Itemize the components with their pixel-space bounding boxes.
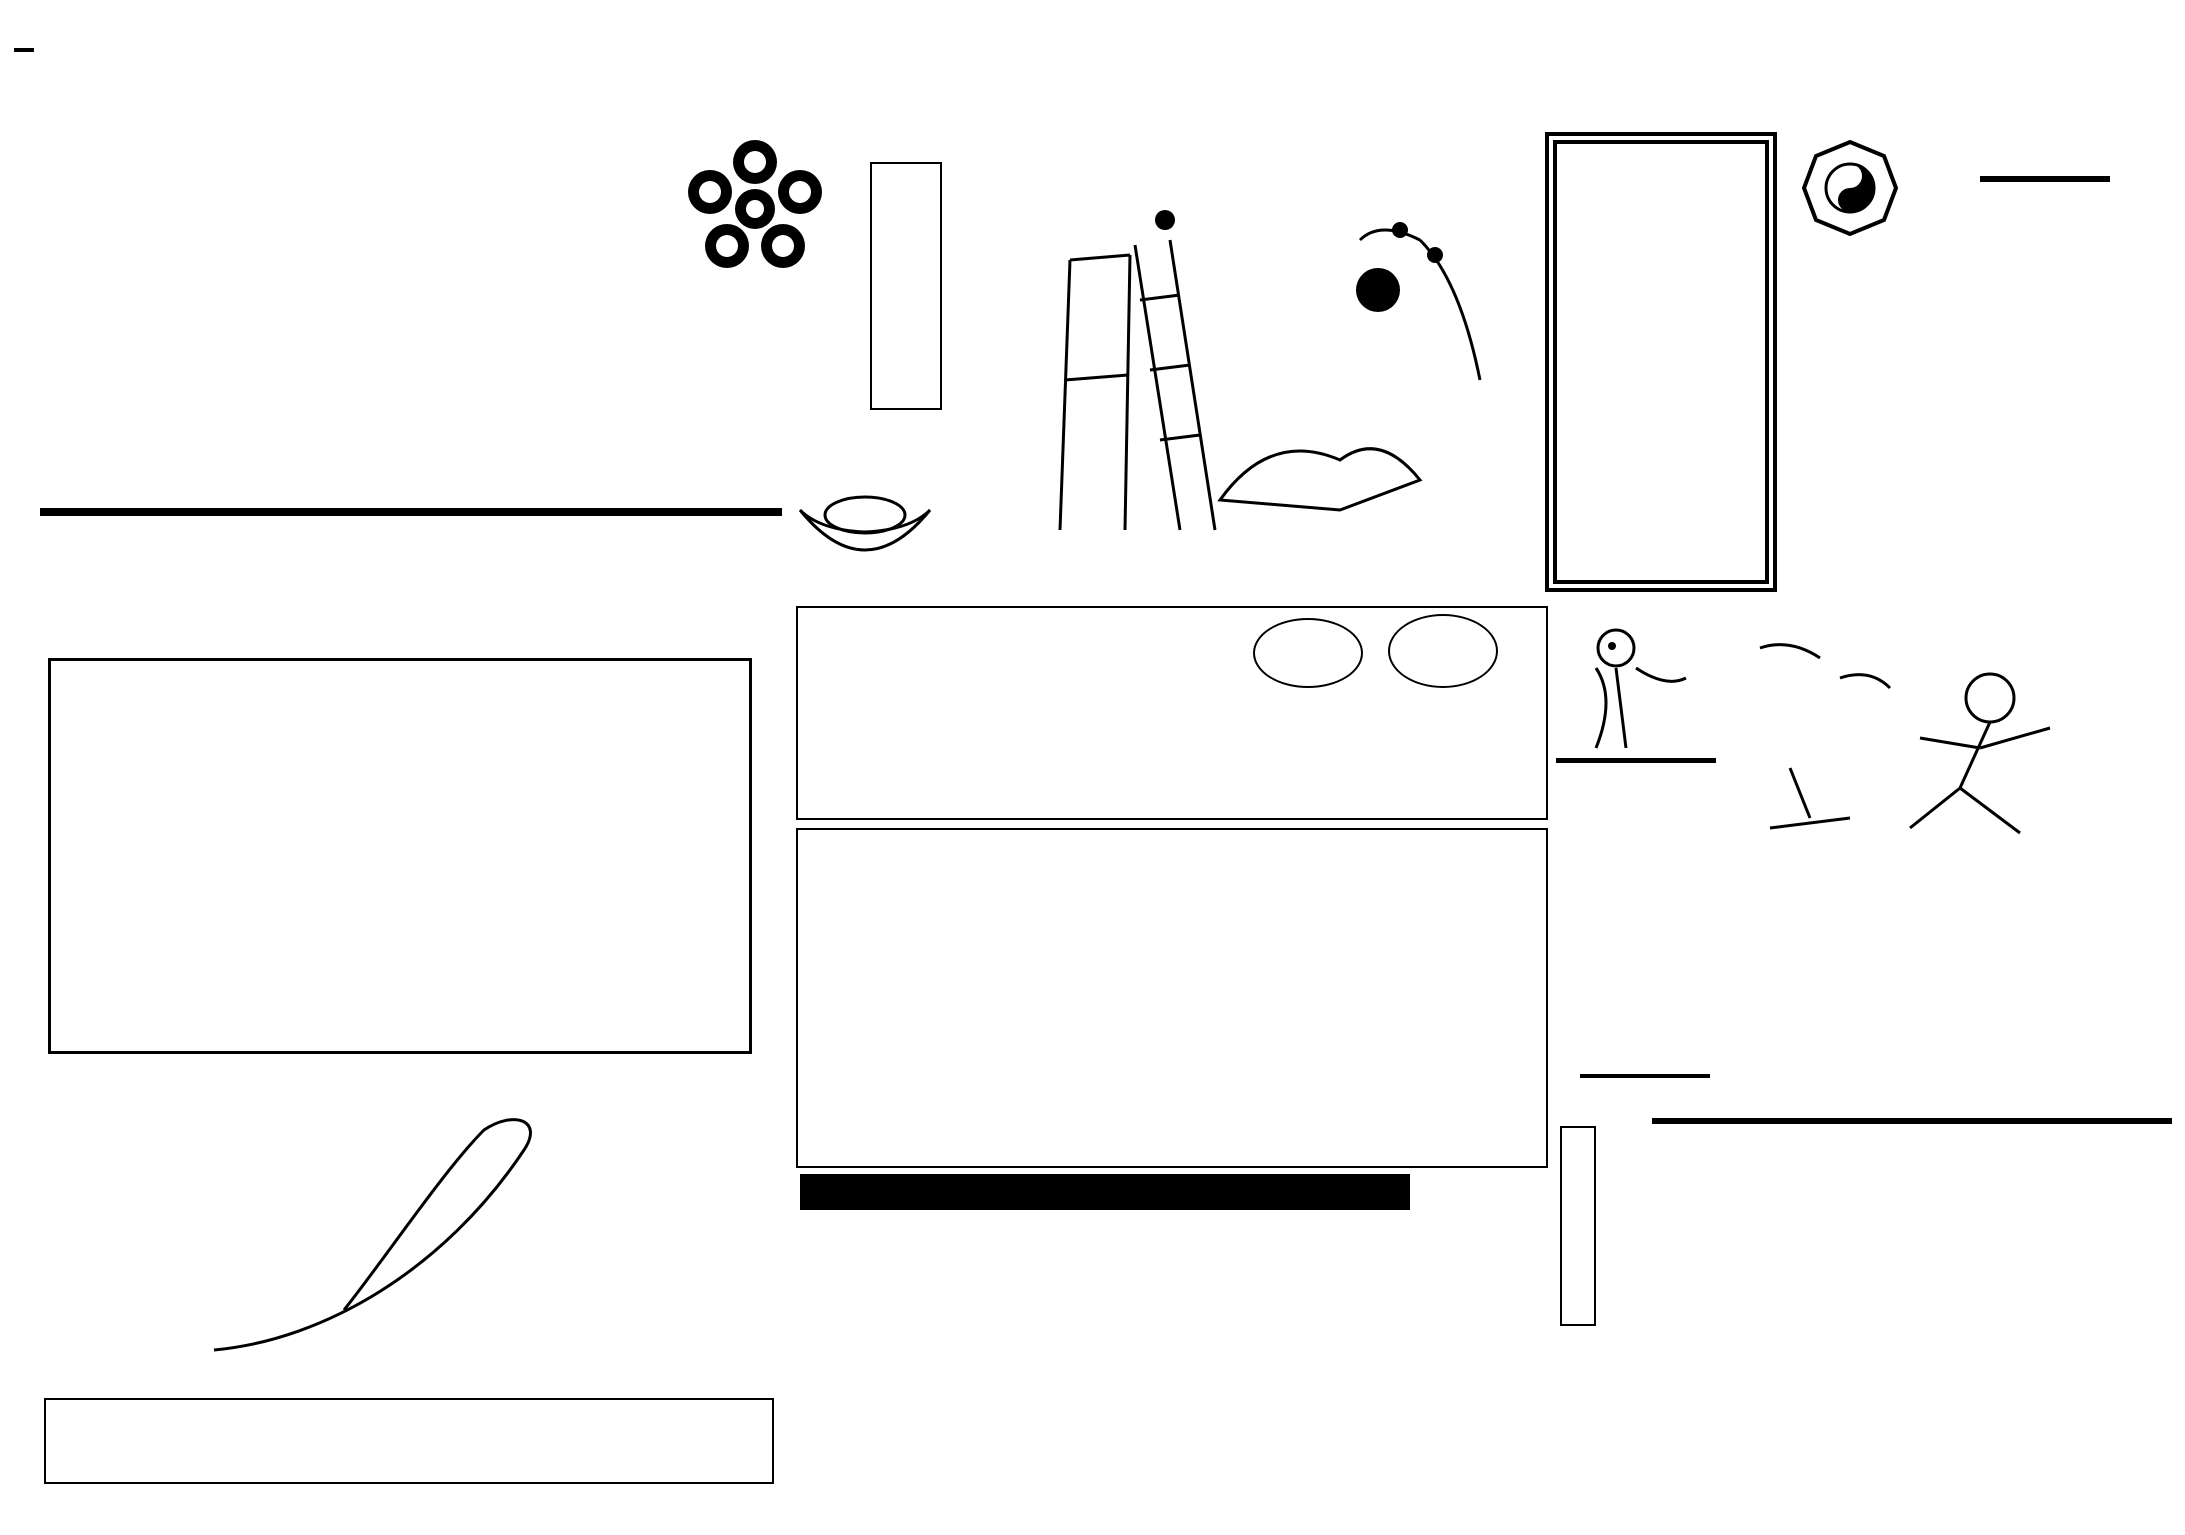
- ingot-icon: [790, 470, 940, 584]
- wave-guide-title2: [1980, 176, 2110, 182]
- results-title: [800, 1174, 1410, 1210]
- special-number: [1253, 618, 1363, 688]
- notice: [14, 48, 34, 52]
- treasure-map-picture: [1040, 200, 1540, 540]
- special-number: [1388, 614, 1498, 688]
- sage-icon: [1556, 608, 1716, 763]
- prize-divider: [1652, 1118, 2172, 1124]
- watermark-col-left: [2, 128, 36, 1473]
- zodiac-title-rule: [40, 508, 782, 516]
- watermark-col-right: [2148, 128, 2182, 1473]
- fighter-picture: [1730, 618, 2090, 848]
- company-box: [44, 1398, 774, 1484]
- special-code-box: [796, 606, 1548, 820]
- prize-label-box: [1560, 1126, 1596, 1326]
- footer: [10, 1486, 2175, 1532]
- poem-box: [1545, 132, 1777, 592]
- bagua-icon: [1800, 138, 1900, 242]
- flower-icon: [680, 134, 830, 284]
- explain-rule: [1580, 1074, 1710, 1078]
- secret-poem-box: [796, 828, 1548, 1168]
- trend-curve: [124, 1110, 764, 1400]
- zodiac-table: [48, 658, 752, 1054]
- logo: [40, 130, 800, 500]
- treasure-map-label: [870, 162, 942, 410]
